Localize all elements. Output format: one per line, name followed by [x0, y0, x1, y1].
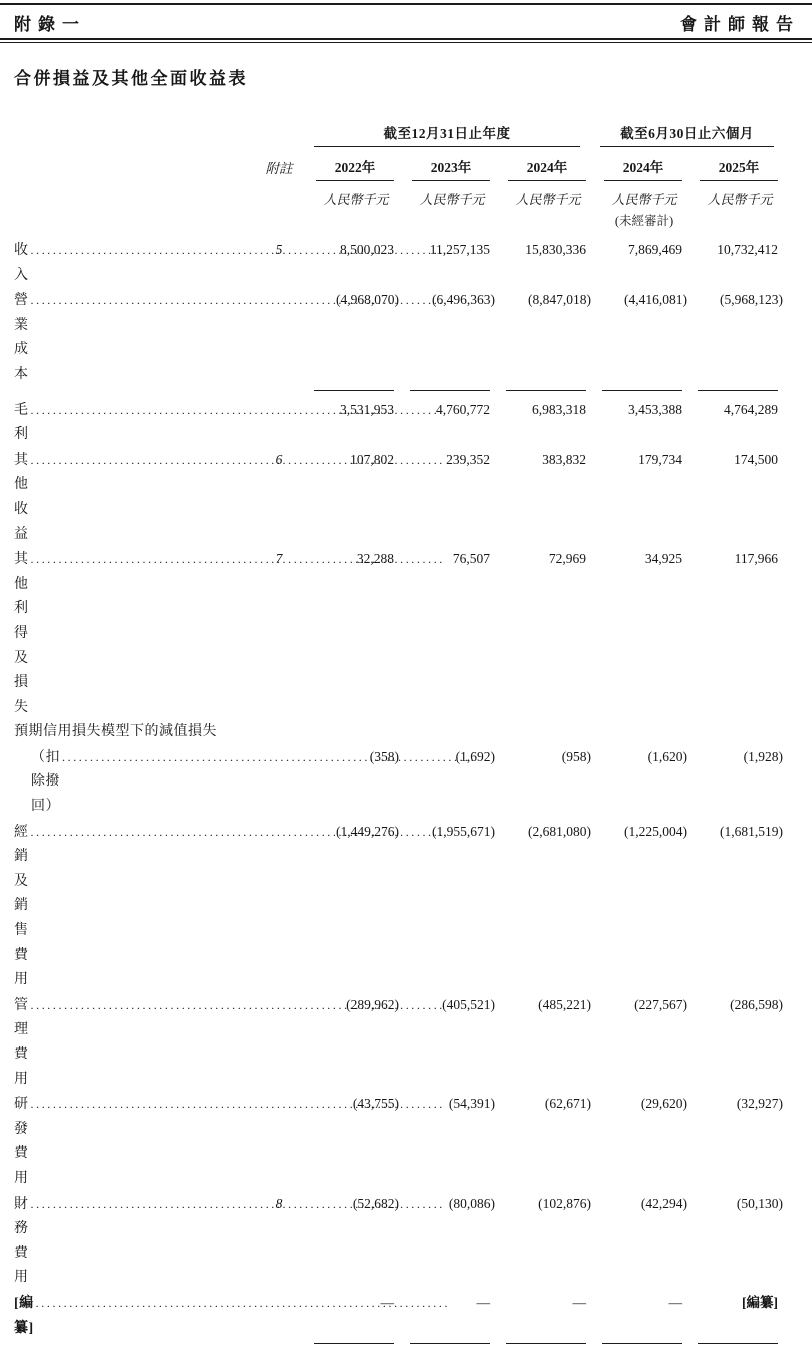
row-label: 毛利	[14, 402, 29, 443]
note-cell: 6	[275, 451, 283, 467]
table-row	[14, 1192, 783, 1291]
value: (52,682)	[352, 1195, 399, 1211]
value: (50,130)	[736, 1195, 783, 1211]
value-cell	[396, 820, 495, 845]
value: (358)	[369, 748, 399, 764]
value-cell	[300, 448, 396, 473]
row-label-cell	[14, 238, 258, 288]
value-cell	[300, 288, 399, 313]
year-header-2025: 2025年	[700, 156, 778, 181]
unit-label: 人民幣千元	[515, 192, 581, 207]
value-cell	[588, 993, 687, 1018]
row-label: 其他利得及損失	[14, 552, 29, 715]
value-cell	[588, 288, 687, 313]
value: 10,732,412	[717, 242, 778, 257]
value-cell	[684, 448, 780, 473]
value: (405,521)	[442, 996, 495, 1012]
value: 8,500,023	[340, 242, 394, 257]
value: (1,620)	[647, 748, 687, 764]
value: 117,966	[734, 551, 778, 567]
note-cell: 5	[275, 242, 283, 257]
unit-label: 人民幣千元	[419, 192, 485, 207]
unit-label: 人民幣千元	[707, 192, 773, 207]
value-cell	[492, 547, 588, 572]
value: (2,681,080)	[528, 823, 591, 839]
value: (1,681,519)	[720, 823, 783, 839]
value: (286,598)	[730, 996, 783, 1012]
value-cell	[684, 745, 783, 770]
group-header-annual: 截至12月31日止年度	[314, 122, 580, 147]
subtotal-rule-row	[14, 1341, 780, 1349]
income-statement-table	[14, 122, 783, 1349]
unit-row	[14, 189, 780, 208]
value: —	[380, 1294, 394, 1310]
table-row	[14, 745, 783, 820]
document-page	[0, 3, 812, 1336]
year-header-2024: 2024年	[508, 156, 586, 181]
value-cell	[684, 820, 783, 845]
value-cell	[492, 993, 591, 1018]
value-cell	[492, 238, 588, 263]
row-label-cell	[14, 1291, 258, 1341]
value: (227,567)	[634, 996, 687, 1012]
value: —	[476, 1294, 490, 1310]
row-label-cell	[14, 448, 258, 547]
row-label: 管理費用	[14, 997, 29, 1087]
row-label: 經銷及銷售費用	[14, 824, 29, 988]
row-label-cell	[14, 398, 258, 448]
value-cell	[684, 1291, 780, 1316]
row-label: 營業成本	[14, 293, 29, 382]
column-rule	[698, 1343, 778, 1344]
value: 174,500	[734, 451, 778, 467]
value: 6,983,318	[532, 401, 586, 417]
subnote-row	[14, 211, 780, 229]
value-cell	[684, 1092, 783, 1117]
value: (42,294)	[640, 1195, 687, 1211]
value: 4,760,772	[436, 401, 490, 417]
value-cell	[492, 398, 588, 423]
note-cell: 7	[275, 551, 283, 567]
column-rule	[602, 390, 682, 391]
value: (54,391)	[448, 1096, 495, 1112]
value: 32,288	[356, 551, 394, 567]
header-rule-thick	[0, 38, 812, 40]
value-cell	[684, 1192, 783, 1217]
value-cell	[588, 238, 684, 263]
column-rule	[410, 390, 490, 391]
value: (1,955,671)	[432, 823, 495, 839]
row-label: 收入	[14, 243, 29, 283]
value-cell	[300, 745, 399, 770]
row-label: 預期信用損失模型下的減值損失	[14, 724, 217, 740]
note-column-header: 附註	[265, 161, 293, 176]
value-cell	[492, 745, 591, 770]
table-row	[14, 1092, 783, 1191]
value: (80,086)	[448, 1195, 495, 1211]
unit-label: 人民幣千元	[323, 192, 389, 207]
row-label-cell	[14, 993, 258, 1092]
value: (4,968,070)	[336, 292, 399, 308]
table-row	[14, 820, 783, 993]
column-group-row	[14, 122, 780, 147]
table-row	[14, 398, 780, 448]
value: (32,927)	[736, 1096, 783, 1112]
value: 3,531,953	[340, 401, 394, 417]
header-rule-thin	[0, 42, 812, 43]
value-cell	[300, 1291, 396, 1316]
value: 15,830,336	[525, 242, 586, 257]
value-cell	[588, 1192, 687, 1217]
value-cell	[588, 745, 687, 770]
report-title-label: 會計師報告	[680, 15, 800, 34]
value-cell	[300, 993, 399, 1018]
value: 4,764,289	[724, 401, 778, 417]
unaudited-label: (未經審計)	[614, 214, 674, 228]
value-cell	[396, 398, 492, 423]
value-cell	[396, 1092, 495, 1117]
row-label-cell	[14, 288, 258, 387]
table-row	[14, 448, 780, 547]
group-header-interim: 截至6月30日止六個月	[600, 122, 774, 147]
row-label-cell	[14, 720, 258, 745]
value: [編纂]	[742, 1294, 778, 1310]
row-label-cell	[14, 1092, 258, 1191]
value-cell	[300, 1092, 399, 1117]
row-label: 財務費用	[14, 1196, 29, 1286]
value-cell	[396, 993, 495, 1018]
value-cell	[588, 398, 684, 423]
value-cell	[588, 1291, 684, 1316]
column-rule	[602, 1343, 682, 1344]
value: (485,221)	[538, 996, 591, 1012]
value: 179,734	[638, 451, 682, 467]
column-rule	[506, 1343, 586, 1344]
value-cell	[684, 547, 780, 572]
value-cell	[492, 1092, 591, 1117]
value: (43,755)	[352, 1096, 399, 1112]
value-cell	[492, 1291, 588, 1316]
table-row	[14, 547, 780, 720]
value-cell	[300, 398, 396, 423]
row-label-cell	[14, 745, 258, 820]
value-cell	[396, 448, 492, 473]
value-cell	[684, 398, 780, 423]
table-row	[14, 993, 783, 1092]
value: (4,416,081)	[624, 292, 687, 308]
year-header-2024-interim: 2024年	[604, 156, 682, 181]
value-cell	[588, 547, 684, 572]
value-cell	[396, 547, 492, 572]
value-cell	[396, 238, 492, 263]
value: (289,962)	[346, 996, 399, 1012]
value-cell	[588, 820, 687, 845]
row-label: [編纂]	[14, 1295, 34, 1336]
value: —	[572, 1294, 586, 1310]
value: 3,453,388	[628, 401, 682, 417]
value-cell	[300, 1192, 399, 1217]
page-header	[0, 5, 812, 38]
value: (8,847,018)	[528, 292, 591, 308]
row-label: （扣除撥回）	[31, 749, 60, 815]
value: (6,496,363)	[432, 292, 495, 308]
year-header-2022: 2022年	[316, 156, 394, 181]
column-rule	[314, 1343, 394, 1344]
column-rule	[506, 390, 586, 391]
unit-label: 人民幣千元	[611, 192, 677, 207]
table-row	[14, 288, 783, 387]
value: (1,449,276)	[336, 823, 399, 839]
value: 239,352	[446, 451, 490, 467]
year-header-2023: 2023年	[412, 156, 490, 181]
row-label: 其他收益	[14, 452, 29, 542]
value: 383,832	[542, 451, 586, 467]
value-cell	[396, 745, 495, 770]
value-cell	[684, 288, 783, 313]
value-cell	[300, 547, 396, 572]
value: (1,225,004)	[624, 823, 687, 839]
year-header-row	[14, 156, 780, 181]
value-cell	[588, 1092, 687, 1117]
column-rule	[410, 1343, 490, 1344]
table-body	[14, 238, 783, 1349]
column-rule	[314, 390, 394, 391]
table-row	[14, 238, 780, 288]
row-label-cell	[14, 547, 258, 720]
value: (958)	[561, 748, 591, 764]
value: —	[668, 1294, 682, 1310]
value: 7,869,469	[628, 242, 682, 257]
value-cell	[492, 1192, 591, 1217]
value: 11,257,135	[429, 242, 490, 257]
value-cell	[396, 1192, 495, 1217]
value: (5,968,123)	[720, 292, 783, 308]
value: (1,692)	[455, 748, 495, 764]
value: (102,876)	[538, 1195, 591, 1211]
value: (1,928)	[743, 748, 783, 764]
value: 34,925	[644, 551, 682, 567]
value: 76,507	[452, 551, 490, 567]
value: (29,620)	[640, 1096, 687, 1112]
value-cell	[492, 288, 591, 313]
value-cell	[684, 993, 783, 1018]
table-row	[14, 1291, 780, 1341]
row-label-cell	[14, 1192, 258, 1291]
column-rule	[698, 390, 778, 391]
table-row	[14, 720, 780, 745]
row-label: 研發費用	[14, 1097, 29, 1186]
value-cell	[684, 238, 780, 263]
value-cell	[588, 448, 684, 473]
value-cell	[492, 820, 591, 845]
section-title: 合併損益及其他全面收益表	[14, 69, 248, 88]
note-cell: 8	[275, 1195, 283, 1211]
value-cell	[396, 288, 495, 313]
value-cell	[300, 238, 396, 263]
appendix-label: 附錄一	[14, 15, 86, 34]
value-cell	[300, 820, 399, 845]
subtotal-rule-row	[14, 388, 780, 396]
value: 107,802	[350, 451, 394, 467]
value-cell	[492, 448, 588, 473]
value-cell	[396, 1291, 492, 1316]
value: 72,969	[548, 551, 586, 567]
value: (62,671)	[544, 1096, 591, 1112]
row-label-cell	[14, 820, 258, 993]
